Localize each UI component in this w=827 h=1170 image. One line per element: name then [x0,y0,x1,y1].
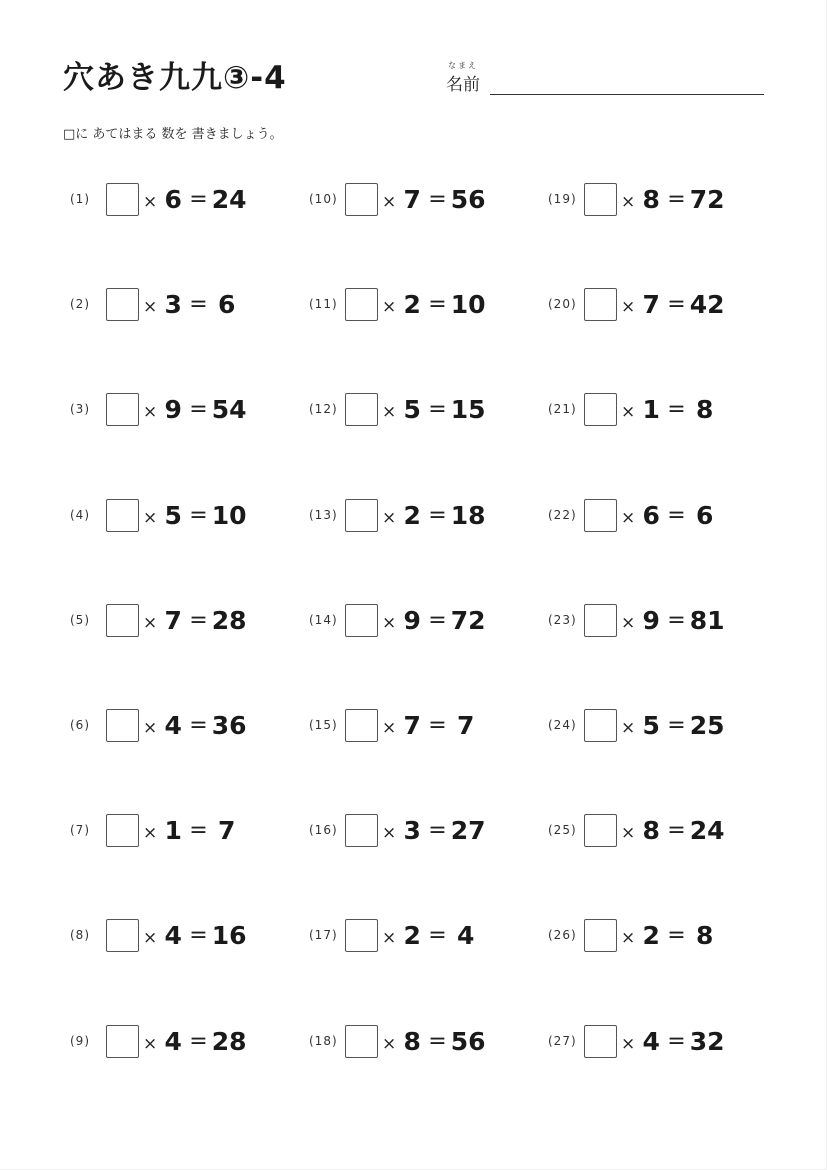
answer-box[interactable] [584,183,617,216]
problem-item [70,917,246,953]
answer-box[interactable] [584,1025,617,1058]
problem-number: (25) [548,823,577,837]
product-value: 10 [211,500,247,530]
problem-number: (8) [70,928,90,942]
answer-box[interactable] [584,499,617,532]
factor-value: 1 [642,394,660,424]
equals-sign: = [428,291,447,317]
factor-value: 4 [642,1026,660,1056]
times-sign: × [143,1034,158,1054]
times-sign: × [382,402,397,422]
factor-value: 2 [403,500,421,530]
times-sign: × [143,613,158,633]
times-sign: × [621,718,636,738]
product-value: 18 [450,500,486,530]
times-sign: × [143,928,158,948]
times-sign: × [382,192,397,212]
answer-box[interactable] [106,393,139,426]
equals-sign: = [428,396,447,422]
product-value: 24 [689,815,725,845]
problem-number: (7) [70,823,90,837]
problem-number: (19) [548,192,577,206]
times-sign: × [621,928,636,948]
problem-item [309,707,481,743]
product-value: 6 [217,289,236,319]
problem-item [70,602,246,638]
answer-box[interactable] [345,814,378,847]
product-value: 25 [689,710,725,740]
product-value: 54 [211,394,247,424]
equals-sign: = [667,396,686,422]
problem-number: (9) [70,1034,90,1048]
factor-value: 2 [403,920,421,950]
answer-box[interactable] [106,1025,139,1058]
factor-value: 9 [164,394,182,424]
factor-value: 7 [642,289,660,319]
answer-box[interactable] [106,814,139,847]
factor-value: 3 [164,289,182,319]
product-value: 16 [211,920,247,950]
problem-number: (23) [548,613,577,627]
factor-value: 4 [164,1026,182,1056]
times-sign: × [143,823,158,843]
answer-box[interactable] [106,604,139,637]
problem-number: (15) [309,718,338,732]
factor-value: 7 [403,184,421,214]
problem-item [548,497,720,533]
times-sign: × [143,402,158,422]
problem-number: (11) [309,297,338,311]
times-sign: × [382,823,397,843]
times-sign: × [621,823,636,843]
times-sign: × [382,613,397,633]
product-value: 72 [689,184,725,214]
problem-item [70,286,242,322]
factor-value: 8 [403,1026,421,1056]
times-sign: × [382,297,397,317]
problem-number: (21) [548,402,577,416]
equals-sign: = [189,712,208,738]
answer-box[interactable] [345,709,378,742]
times-sign: × [621,508,636,528]
factor-value: 8 [642,815,660,845]
problem-item [70,181,246,217]
equals-sign: = [667,291,686,317]
equals-sign: = [667,502,686,528]
problem-item [70,1023,246,1059]
times-sign: × [143,297,158,317]
factor-value: 2 [403,289,421,319]
problem-number: (18) [309,1034,338,1048]
answer-box[interactable] [106,919,139,952]
product-value: 81 [689,605,725,635]
answer-box[interactable] [106,288,139,321]
problem-item [548,391,720,427]
problem-item [548,707,724,743]
answer-box[interactable] [584,288,617,321]
answer-box[interactable] [584,604,617,637]
answer-box[interactable] [584,814,617,847]
product-value: 4 [456,920,475,950]
problem-item [70,391,246,427]
equals-sign: = [667,922,686,948]
times-sign: × [143,718,158,738]
factor-value: 3 [403,815,421,845]
page-title: 穴あき九九③-4 [63,60,287,96]
times-sign: × [143,192,158,212]
problem-number: (14) [309,613,338,627]
equals-sign: = [189,291,208,317]
problem-item [309,602,485,638]
equals-sign: = [189,922,208,948]
equals-sign: = [428,607,447,633]
product-value: 8 [695,394,714,424]
answer-box[interactable] [345,604,378,637]
problem-item [309,391,485,427]
product-value: 8 [695,920,714,950]
product-value: 42 [689,289,725,319]
equals-sign: = [428,922,447,948]
times-sign: × [382,508,397,528]
factor-value: 1 [164,815,182,845]
equals-sign: = [189,607,208,633]
product-value: 32 [689,1026,725,1056]
product-value: 56 [450,184,486,214]
product-value: 6 [695,500,714,530]
problem-number: (5) [70,613,90,627]
problem-item [70,497,246,533]
answer-box[interactable] [106,183,139,216]
problem-item [548,181,724,217]
problem-item [548,1023,724,1059]
problem-number: (27) [548,1034,577,1048]
answer-box[interactable] [345,183,378,216]
problem-number: (20) [548,297,577,311]
equals-sign: = [189,186,208,212]
problem-number: (3) [70,402,90,416]
product-value: 24 [211,184,247,214]
problem-number: (1) [70,192,90,206]
problem-number: (13) [309,508,338,522]
factor-value: 8 [642,184,660,214]
problem-number: (24) [548,718,577,732]
equals-sign: = [667,817,686,843]
answer-box[interactable] [345,919,378,952]
answer-box[interactable] [345,393,378,426]
product-value: 7 [456,710,475,740]
problem-item [70,812,242,848]
times-sign: × [382,718,397,738]
equals-sign: = [428,186,447,212]
problem-item [309,286,485,322]
problem-number: (26) [548,928,577,942]
problem-number: (22) [548,508,577,522]
answer-box[interactable] [345,1025,378,1058]
problem-item [309,181,485,217]
equals-sign: = [667,186,686,212]
factor-value: 4 [164,920,182,950]
answer-box[interactable] [345,288,378,321]
equals-sign: = [667,712,686,738]
factor-value: 5 [642,710,660,740]
times-sign: × [621,613,636,633]
factor-value: 7 [403,710,421,740]
problem-number: (17) [309,928,338,942]
problem-item [309,497,485,533]
problem-number: (2) [70,297,90,311]
equals-sign: = [428,817,447,843]
name-ruby: なまえ [448,61,478,70]
problem-item [548,286,724,322]
problem-item [548,917,720,953]
product-value: 28 [211,605,247,635]
equals-sign: = [189,502,208,528]
equals-sign: = [667,607,686,633]
problem-number: (12) [309,402,338,416]
answer-box[interactable] [345,499,378,532]
answer-box[interactable] [584,393,617,426]
problem-item [70,707,246,743]
product-value: 27 [450,815,486,845]
times-sign: × [621,402,636,422]
times-sign: × [621,1034,636,1054]
product-value: 10 [450,289,486,319]
product-value: 15 [450,394,486,424]
problem-number: (4) [70,508,90,522]
problem-item [548,602,724,638]
equals-sign: = [189,1028,208,1054]
product-value: 7 [217,815,236,845]
answer-box[interactable] [584,709,617,742]
problem-item [309,1023,485,1059]
equals-sign: = [428,712,447,738]
equals-sign: = [428,502,447,528]
product-value: 72 [450,605,486,635]
factor-value: 7 [164,605,182,635]
problem-item [309,917,481,953]
product-value: 28 [211,1026,247,1056]
instruction-text: □に あてはまる 数を 書きましょう。 [63,127,283,142]
problem-item [548,812,724,848]
name-label: 名前 [446,75,480,95]
times-sign: × [621,297,636,317]
answer-box[interactable] [106,499,139,532]
factor-value: 6 [164,184,182,214]
factor-value: 6 [642,500,660,530]
answer-box[interactable] [106,709,139,742]
factor-value: 5 [403,394,421,424]
factor-value: 9 [642,605,660,635]
factor-value: 5 [164,500,182,530]
times-sign: × [382,928,397,948]
factor-value: 9 [403,605,421,635]
equals-sign: = [189,817,208,843]
times-sign: × [143,508,158,528]
product-value: 56 [450,1026,486,1056]
equals-sign: = [189,396,208,422]
problem-number: (16) [309,823,338,837]
factor-value: 2 [642,920,660,950]
times-sign: × [382,1034,397,1054]
problem-number: (6) [70,718,90,732]
equals-sign: = [428,1028,447,1054]
factor-value: 4 [164,710,182,740]
problem-number: (10) [309,192,338,206]
product-value: 36 [211,710,247,740]
problem-item [309,812,485,848]
answer-box[interactable] [584,919,617,952]
times-sign: × [621,192,636,212]
equals-sign: = [667,1028,686,1054]
